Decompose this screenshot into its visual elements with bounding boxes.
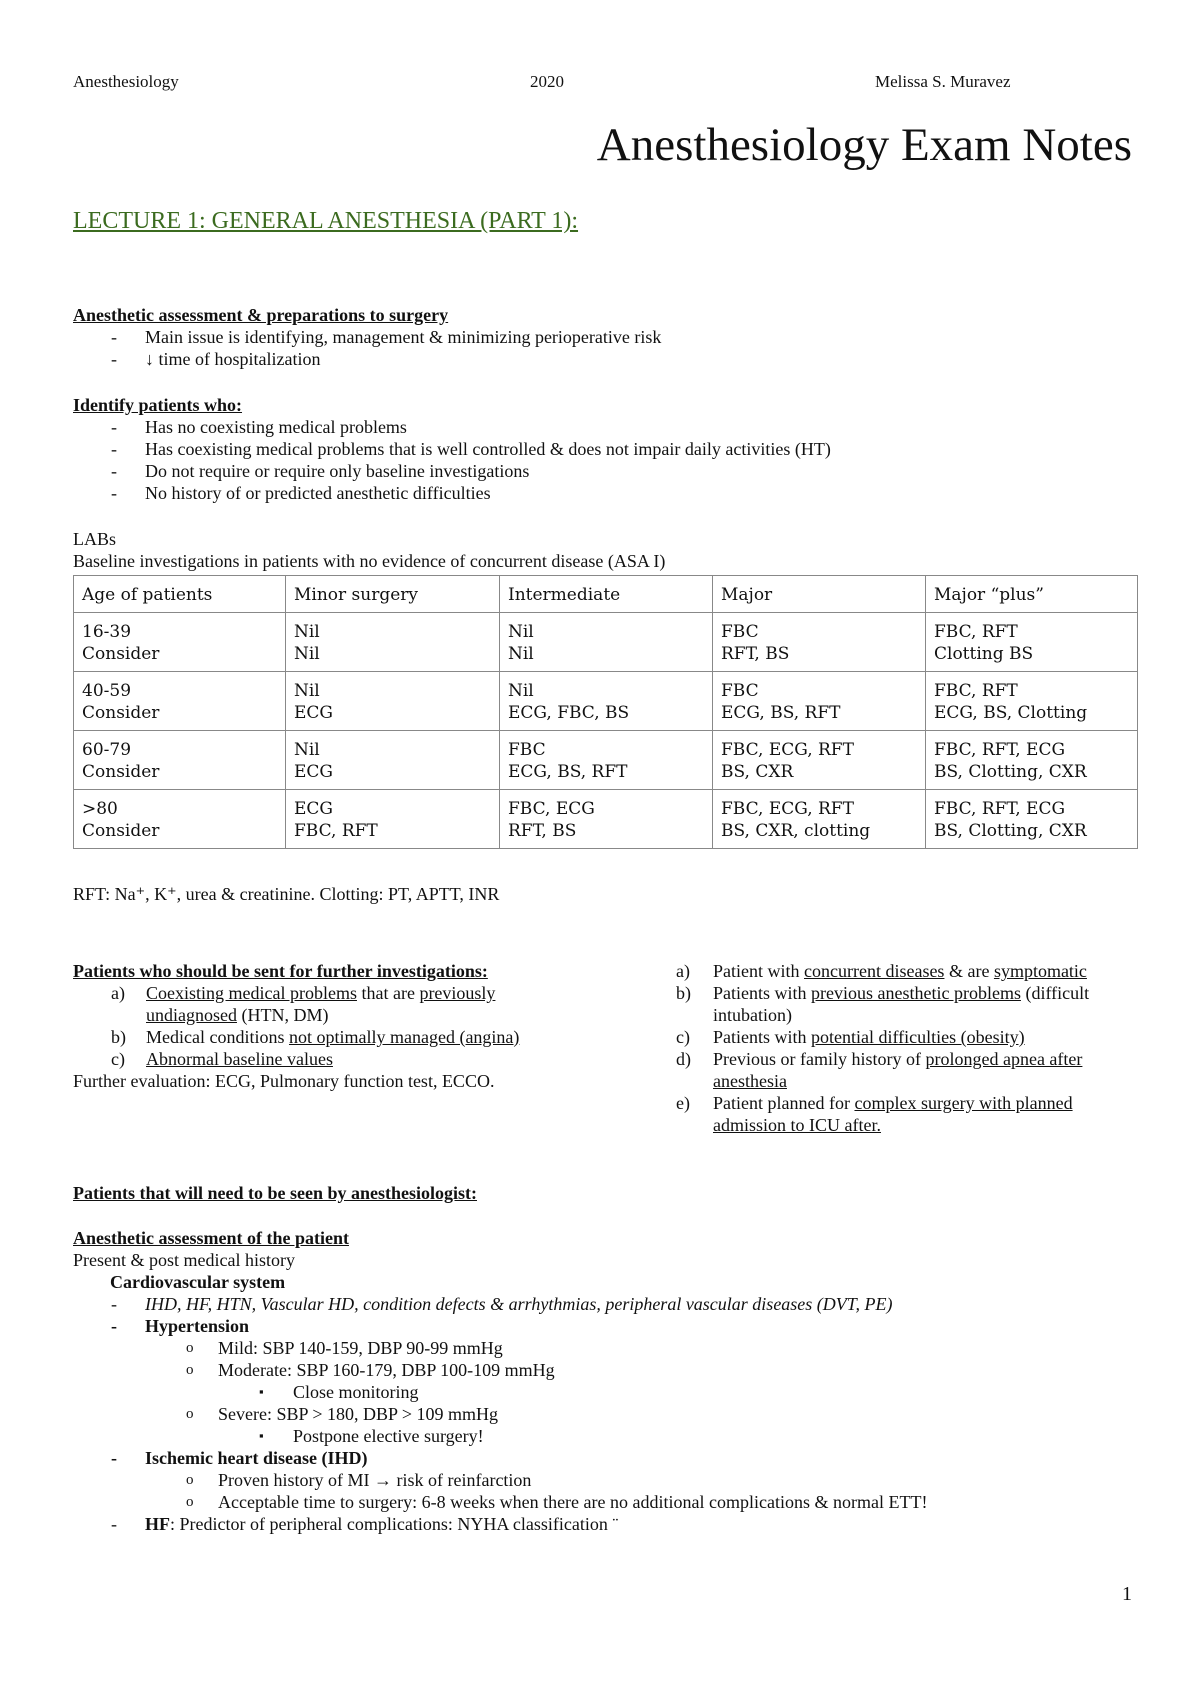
right-list: [676, 960, 1146, 1136]
list-item: e) Patient planned for complex surgery with planned admission to ICU after.: [676, 1093, 1073, 1135]
further-evaluation: Further evaluation: ECG, Pulmonary function test, ECCO.: [73, 1071, 495, 1091]
table-header-row: [74, 576, 1138, 613]
ihd-list: [73, 1469, 1153, 1513]
right-list-section: [676, 960, 1146, 1136]
list-item: o Moderate: SBP 160-179, DBP 100-109 mmHg: [73, 1359, 1153, 1381]
labs-caption: Baseline investigations in patients with no evidence of concurrent disease (ASA I): [73, 551, 666, 571]
assessment-list: [73, 326, 1133, 370]
list-item: b) Medical conditions not optimally managed (angina): [111, 1027, 520, 1047]
list-item: o Proven history of MI → risk of reinfarction: [73, 1469, 1153, 1491]
table-cell: >80 Consider: [74, 790, 286, 849]
htn-moderate-sublist: [73, 1381, 1153, 1403]
table-cell: FBC ECG, BS, RFT: [713, 672, 926, 731]
identify-heading: Identify patients who:: [73, 395, 243, 415]
table-cell: FBC RFT, BS: [713, 613, 926, 672]
list-item: ▪ Close monitoring: [73, 1381, 1153, 1403]
htn-severe-sublist: [73, 1425, 1153, 1447]
assessment-section: [73, 304, 1133, 370]
further-section: [73, 960, 633, 1092]
table-row: [74, 672, 1138, 731]
table-header-cell: Age of patients: [74, 576, 286, 613]
cv-heading: Cardiovascular system: [110, 1272, 286, 1292]
table-cell: FBC, RFT ECG, BS, Clotting: [926, 672, 1138, 731]
further-list: [73, 982, 633, 1070]
table-header-cell: Minor surgery: [286, 576, 500, 613]
table-cell: Nil ECG, FBC, BS: [500, 672, 713, 731]
table-cell: FBC, RFT, ECG BS, Clotting, CXR: [926, 731, 1138, 790]
table-header-cell: Intermediate: [500, 576, 713, 613]
lecture-heading: LECTURE 1: GENERAL ANESTHESIA (PART 1):: [73, 208, 579, 234]
page-number: 1: [1122, 1583, 1132, 1605]
list-item: b) Patients with previous anesthetic problems (difficult intubation): [676, 983, 1090, 1025]
labs-table: [73, 575, 1138, 849]
table-cell: Nil Nil: [286, 613, 500, 672]
patient-assessment-heading: Anesthetic assessment of the patient: [73, 1228, 349, 1248]
table-cell: Nil Nil: [500, 613, 713, 672]
header-year: 2020: [530, 72, 564, 91]
list-item: - IHD, HF, HTN, Vascular HD, condition defects & arrhythmias, peripheral vascular diseases (DVT, PE): [73, 1293, 1153, 1315]
table-cell: FBC ECG, BS, RFT: [500, 731, 713, 790]
table-row: [74, 731, 1138, 790]
hf-list: [73, 1513, 1153, 1535]
table-cell: Nil ECG: [286, 672, 500, 731]
further-heading: Patients who should be sent for further investigations:: [73, 961, 488, 981]
table-cell: Nil ECG: [286, 731, 500, 790]
identify-list: [73, 416, 1133, 504]
table-row: [74, 613, 1138, 672]
list-item: d) Previous or family history of prolonged apnea after anesthesia: [676, 1049, 1083, 1091]
table-cell: FBC, ECG, RFT BS, CXR, clotting: [713, 790, 926, 849]
list-item: a) Coexisting medical problems that are previously undiagnosed (HTN, DM): [111, 983, 496, 1025]
table-header-cell: Major “plus”: [926, 576, 1138, 613]
table-cell: FBC, RFT, ECG BS, Clotting, CXR: [926, 790, 1138, 849]
list-item: - Do not require or require only baseline investigations: [73, 460, 1133, 482]
patient-assessment-section: [73, 1227, 1153, 1535]
htn-severe-list: [73, 1403, 1153, 1425]
identify-section: [73, 394, 1133, 504]
list-item: c) Abnormal baseline values: [111, 1049, 333, 1069]
cv-list: [73, 1293, 1153, 1337]
list-item: o Acceptable time to surgery: 6-8 weeks when there are no additional complications & normal ETT!: [73, 1491, 1153, 1513]
list-item: - ↓ time of hospitalization: [73, 348, 1133, 370]
header-left: Anesthesiology: [73, 72, 179, 91]
list-item: - HF: Predictor of peripheral complications: NYHA classification ¨: [73, 1513, 1153, 1535]
htn-list: [73, 1337, 1153, 1381]
list-item: - Main issue is identifying, management & minimizing perioperative risk: [73, 326, 1133, 348]
table-header-cell: Major: [713, 576, 926, 613]
list-item: ▪ Postpone elective surgery!: [73, 1425, 1153, 1447]
seen-by-heading: Patients that will need to be seen by anesthesiologist:: [73, 1183, 477, 1203]
table-cell: 60-79 Consider: [74, 731, 286, 790]
table-cell: 16-39 Consider: [74, 613, 286, 672]
list-item: o Mild: SBP 140-159, DBP 90-99 mmHg: [73, 1337, 1153, 1359]
table-cell: FBC, RFT Clotting BS: [926, 613, 1138, 672]
list-item: a) Patient with concurrent diseases & are symptomatic: [676, 961, 1087, 981]
table-cell: FBC, ECG, RFT BS, CXR: [713, 731, 926, 790]
table-row: [74, 790, 1138, 849]
table-cell: 40-59 Consider: [74, 672, 286, 731]
list-item: - No history of or predicted anesthetic difficulties: [73, 482, 1133, 504]
history-line: Present & post medical history: [73, 1250, 295, 1270]
list-item: c) Patients with potential difficulties (obesity): [676, 1027, 1025, 1047]
ihd-list-head: [73, 1447, 1153, 1469]
document-title: Anesthesiology Exam Notes: [596, 119, 1132, 171]
list-item: o Severe: SBP > 180, DBP > 109 mmHg: [73, 1403, 1153, 1425]
header-author: Melissa S. Muravez: [875, 72, 1011, 91]
labs-note: RFT: Na⁺, K⁺, urea & creatinine. Clotting: PT, APTT, INR: [73, 884, 500, 904]
list-item: - Hypertension: [73, 1315, 1153, 1337]
list-item: - Ischemic heart disease (IHD): [73, 1447, 1153, 1469]
list-item: - Has coexisting medical problems that is well controlled & does not impair daily activities (HT): [73, 438, 1133, 460]
assessment-heading: Anesthetic assessment & preparations to surgery: [73, 305, 449, 325]
labs-label: LABs: [73, 529, 117, 549]
table-cell: FBC, ECG RFT, BS: [500, 790, 713, 849]
table-cell: ECG FBC, RFT: [286, 790, 500, 849]
list-item: - Has no coexisting medical problems: [73, 416, 1133, 438]
